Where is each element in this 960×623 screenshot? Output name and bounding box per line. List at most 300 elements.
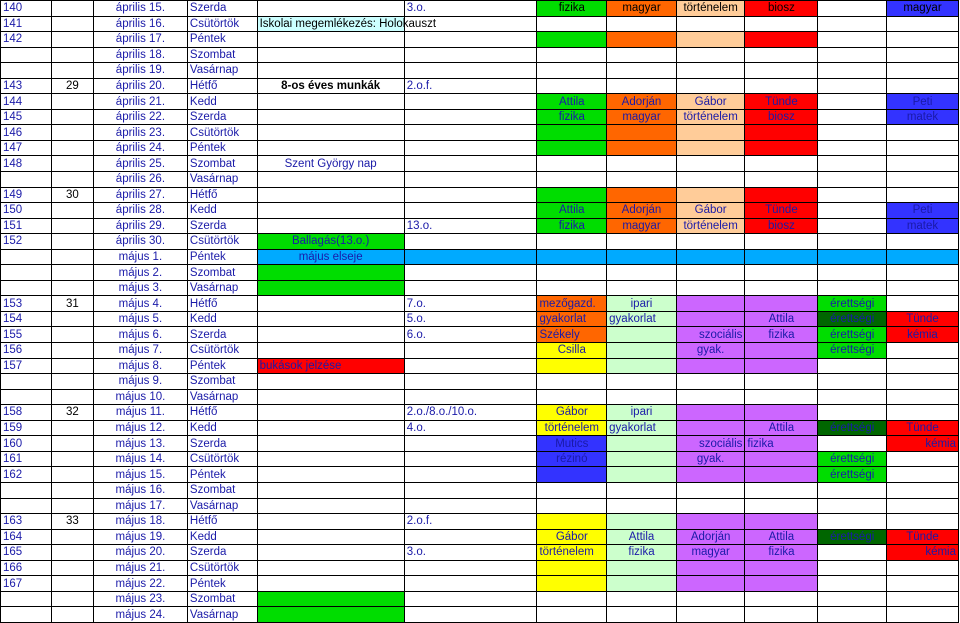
table-row <box>1 545 959 561</box>
table-cell <box>676 280 745 296</box>
table-cell <box>1 591 52 607</box>
table-row <box>1 265 959 281</box>
table-cell <box>537 482 607 498</box>
table-cell <box>257 265 404 281</box>
table-cell: Péntek <box>187 576 257 592</box>
table-cell <box>676 514 745 530</box>
table-cell: matek <box>887 218 959 234</box>
table-cell <box>818 591 887 607</box>
table-cell: 4.o. <box>404 420 537 436</box>
table-cell <box>257 32 404 48</box>
table-cell <box>745 296 818 312</box>
table-cell <box>1 47 52 63</box>
table-cell: Szerda <box>187 109 257 125</box>
table-cell: Szerda <box>187 218 257 234</box>
table-cell <box>257 47 404 63</box>
table-cell: 162 <box>1 467 52 483</box>
table-cell: szociális <box>676 327 745 343</box>
table-cell <box>537 187 607 203</box>
table-cell <box>404 482 537 498</box>
table-cell: 165 <box>1 545 52 561</box>
table-cell <box>818 94 887 110</box>
table-cell <box>257 109 404 125</box>
table-cell <box>607 280 677 296</box>
table-row <box>1 327 959 343</box>
table-cell <box>537 280 607 296</box>
table-cell <box>537 374 607 390</box>
table-cell <box>404 529 537 545</box>
table-cell <box>887 591 959 607</box>
table-cell: 3.o. <box>404 1 537 17</box>
table-cell <box>887 296 959 312</box>
table-cell: érettségi <box>818 467 887 483</box>
table-cell <box>607 47 677 63</box>
table-cell <box>607 63 677 79</box>
table-cell <box>51 467 93 483</box>
table-cell <box>818 405 887 421</box>
table-cell <box>257 405 404 421</box>
table-cell <box>607 591 677 607</box>
table-cell <box>607 451 677 467</box>
table-cell: 153 <box>1 296 52 312</box>
table-cell: Vasárnap <box>187 498 257 514</box>
table-cell <box>51 280 93 296</box>
table-cell <box>257 451 404 467</box>
table-cell: Szerda <box>187 436 257 452</box>
table-cell: Tünde <box>745 94 818 110</box>
table-cell <box>257 436 404 452</box>
table-cell <box>818 140 887 156</box>
table-cell: 142 <box>1 32 52 48</box>
table-cell <box>745 405 818 421</box>
table-cell <box>404 187 537 203</box>
table-cell <box>1 249 52 265</box>
table-cell: Tünde <box>887 529 959 545</box>
table-cell <box>257 94 404 110</box>
table-cell <box>607 140 677 156</box>
table-row <box>1 405 959 421</box>
table-cell <box>818 607 887 623</box>
table-cell <box>676 63 745 79</box>
table-cell <box>818 187 887 203</box>
table-cell: 7.o. <box>404 296 537 312</box>
table-cell: kémia <box>887 436 959 452</box>
table-cell <box>51 311 93 327</box>
table-cell <box>257 374 404 390</box>
table-cell: 164 <box>1 529 52 545</box>
table-cell: Szerda <box>187 545 257 561</box>
table-cell <box>818 436 887 452</box>
table-row <box>1 358 959 374</box>
table-cell <box>537 140 607 156</box>
table-cell <box>887 560 959 576</box>
table-cell <box>676 16 745 32</box>
table-cell <box>607 156 677 172</box>
table-cell <box>745 358 818 374</box>
table-cell <box>676 591 745 607</box>
table-cell <box>887 249 959 265</box>
table-cell <box>607 32 677 48</box>
table-cell <box>818 265 887 281</box>
table-cell <box>818 203 887 219</box>
table-row <box>1 576 959 592</box>
table-cell <box>887 265 959 281</box>
table-row <box>1 420 959 436</box>
table-cell: Adorján <box>676 529 745 545</box>
table-cell <box>887 47 959 63</box>
table-cell <box>51 591 93 607</box>
table-cell <box>404 63 537 79</box>
table-cell: 143 <box>1 78 52 94</box>
table-cell <box>607 187 677 203</box>
table-cell: történelem <box>537 420 607 436</box>
table-cell <box>404 560 537 576</box>
table-cell: gyak. <box>676 451 745 467</box>
table-row <box>1 109 959 125</box>
table-cell: matek <box>887 109 959 125</box>
table-cell: május 3. <box>93 280 187 296</box>
table-cell <box>404 32 537 48</box>
table-cell <box>745 47 818 63</box>
table-row <box>1 249 959 265</box>
table-cell <box>818 482 887 498</box>
table-cell: április 21. <box>93 94 187 110</box>
table-cell <box>818 16 887 32</box>
table-cell <box>676 607 745 623</box>
table-cell <box>257 140 404 156</box>
table-cell: május 2. <box>93 265 187 281</box>
table-cell <box>818 109 887 125</box>
table-cell <box>887 32 959 48</box>
table-cell <box>51 125 93 141</box>
table-row <box>1 482 959 498</box>
table-cell: április 24. <box>93 140 187 156</box>
table-cell <box>745 451 818 467</box>
table-cell <box>537 576 607 592</box>
table-cell <box>887 125 959 141</box>
table-cell: fizika <box>745 436 818 452</box>
table-cell <box>257 607 404 623</box>
table-cell: 5.o. <box>404 311 537 327</box>
table-cell <box>818 78 887 94</box>
table-cell <box>745 63 818 79</box>
table-cell <box>887 234 959 250</box>
table-cell <box>51 389 93 405</box>
table-cell: 152 <box>1 234 52 250</box>
table-cell <box>745 607 818 623</box>
table-cell <box>745 172 818 188</box>
table-cell <box>607 172 677 188</box>
table-cell <box>1 63 52 79</box>
table-cell <box>51 172 93 188</box>
table-cell <box>676 311 745 327</box>
table-cell <box>818 249 887 265</box>
table-cell <box>887 482 959 498</box>
table-cell: 33 <box>51 514 93 530</box>
table-cell <box>404 436 537 452</box>
table-cell <box>887 374 959 390</box>
table-row <box>1 125 959 141</box>
table-cell: fizika <box>745 545 818 561</box>
table-cell <box>676 172 745 188</box>
table-cell <box>887 78 959 94</box>
table-cell <box>51 358 93 374</box>
table-cell <box>404 467 537 483</box>
table-cell <box>404 498 537 514</box>
table-cell <box>745 498 818 514</box>
table-cell: biosz <box>745 1 818 17</box>
table-cell: Szerda <box>187 327 257 343</box>
table-cell <box>537 63 607 79</box>
table-cell <box>745 576 818 592</box>
table-cell <box>818 156 887 172</box>
table-cell <box>51 109 93 125</box>
table-cell: 147 <box>1 140 52 156</box>
table-cell <box>257 280 404 296</box>
table-row <box>1 1 959 17</box>
table-cell: Tünde <box>887 311 959 327</box>
table-cell <box>676 576 745 592</box>
table-cell <box>607 374 677 390</box>
table-cell <box>257 420 404 436</box>
table-cell: április 25. <box>93 156 187 172</box>
table-cell <box>404 576 537 592</box>
table-row <box>1 187 959 203</box>
table-row <box>1 156 959 172</box>
table-cell: érettségi <box>818 529 887 545</box>
table-cell <box>51 203 93 219</box>
table-cell: április 16. <box>93 16 187 32</box>
table-cell <box>1 172 52 188</box>
table-cell <box>676 467 745 483</box>
table-row <box>1 280 959 296</box>
table-cell <box>257 1 404 17</box>
table-cell <box>404 125 537 141</box>
table-cell <box>51 1 93 17</box>
table-cell: Szombat <box>187 591 257 607</box>
table-row <box>1 234 959 250</box>
table-cell <box>818 234 887 250</box>
table-cell: május 1. <box>93 249 187 265</box>
table-cell <box>257 545 404 561</box>
table-cell: Kedd <box>187 94 257 110</box>
table-cell <box>887 576 959 592</box>
table-cell <box>51 607 93 623</box>
table-cell: Attila <box>537 94 607 110</box>
table-cell: május 5. <box>93 311 187 327</box>
table-cell: bukások jelzése <box>257 358 404 374</box>
table-cell <box>676 358 745 374</box>
table-row <box>1 591 959 607</box>
table-cell: érettségi <box>818 451 887 467</box>
table-row <box>1 140 959 156</box>
table-cell <box>257 63 404 79</box>
table-row <box>1 607 959 623</box>
table-cell <box>818 1 887 17</box>
table-cell <box>404 607 537 623</box>
table-cell <box>257 203 404 219</box>
table-cell: 146 <box>1 125 52 141</box>
table-cell <box>887 156 959 172</box>
table-cell <box>51 94 93 110</box>
table-cell <box>745 265 818 281</box>
table-cell <box>607 514 677 530</box>
table-cell: 141 <box>1 16 52 32</box>
table-cell: Csütörtök <box>187 560 257 576</box>
table-cell <box>51 234 93 250</box>
table-cell: április 20. <box>93 78 187 94</box>
table-cell: érettségi <box>818 343 887 359</box>
table-cell: Gábor <box>537 529 607 545</box>
table-cell <box>257 529 404 545</box>
table-cell <box>1 265 52 281</box>
table-cell <box>607 265 677 281</box>
table-cell: május 18. <box>93 514 187 530</box>
table-cell: magyar <box>676 545 745 561</box>
table-row <box>1 32 959 48</box>
table-cell: fizika <box>537 218 607 234</box>
table-cell: Hétfő <box>187 514 257 530</box>
table-cell <box>745 389 818 405</box>
table-cell <box>607 389 677 405</box>
table-cell <box>818 47 887 63</box>
table-cell: Iskolai megemlékezés: Holokauszt <box>257 16 404 32</box>
table-cell <box>676 296 745 312</box>
table-cell <box>887 343 959 359</box>
table-cell: fizika <box>537 109 607 125</box>
table-cell: Attila <box>745 311 818 327</box>
table-cell <box>51 576 93 592</box>
table-row <box>1 218 959 234</box>
table-cell <box>257 296 404 312</box>
table-cell <box>257 172 404 188</box>
table-cell: Attila <box>745 420 818 436</box>
table-cell <box>1 374 52 390</box>
table-cell: Attila <box>537 203 607 219</box>
table-cell: kémia <box>887 545 959 561</box>
table-cell <box>887 280 959 296</box>
table-row <box>1 467 959 483</box>
table-cell: magyar <box>607 109 677 125</box>
table-cell: történelem <box>537 545 607 561</box>
table-cell: Péntek <box>187 32 257 48</box>
table-cell <box>537 156 607 172</box>
table-cell <box>676 249 745 265</box>
table-cell <box>887 467 959 483</box>
table-cell: Gábor <box>676 203 745 219</box>
table-cell <box>537 265 607 281</box>
table-cell <box>257 576 404 592</box>
table-cell <box>51 32 93 48</box>
table-cell: Tünde <box>745 203 818 219</box>
table-cell <box>607 482 677 498</box>
table-cell <box>51 156 93 172</box>
table-cell: érettségi <box>818 420 887 436</box>
table-cell: 3.o. <box>404 545 537 561</box>
table-cell <box>818 358 887 374</box>
table-cell: 161 <box>1 451 52 467</box>
table-cell: április 26. <box>93 172 187 188</box>
table-cell <box>537 591 607 607</box>
table-cell: Gábor <box>537 405 607 421</box>
table-cell <box>404 374 537 390</box>
table-cell <box>51 482 93 498</box>
table-cell: április 27. <box>93 187 187 203</box>
table-cell: május 9. <box>93 374 187 390</box>
table-cell <box>404 94 537 110</box>
table-cell <box>51 498 93 514</box>
table-row <box>1 498 959 514</box>
table-cell <box>676 405 745 421</box>
table-cell: Hétfő <box>187 78 257 94</box>
table-cell: Csütörtök <box>187 451 257 467</box>
table-cell <box>537 514 607 530</box>
table-cell <box>537 47 607 63</box>
table-row <box>1 63 959 79</box>
table-cell: Adorján <box>607 203 677 219</box>
table-cell <box>51 529 93 545</box>
table-cell: Szombat <box>187 156 257 172</box>
table-cell: 13.o. <box>404 218 537 234</box>
table-cell <box>745 467 818 483</box>
table-row <box>1 94 959 110</box>
table-cell <box>404 358 537 374</box>
table-cell <box>676 140 745 156</box>
table-cell <box>887 514 959 530</box>
table-cell: 160 <box>1 436 52 452</box>
table-cell <box>745 560 818 576</box>
table-cell: érettségi <box>818 311 887 327</box>
table-cell <box>404 47 537 63</box>
table-cell <box>51 420 93 436</box>
table-cell <box>607 343 677 359</box>
table-cell <box>745 343 818 359</box>
table-cell <box>818 560 887 576</box>
table-cell: Péntek <box>187 249 257 265</box>
table-cell <box>676 560 745 576</box>
table-cell: Hétfő <box>187 187 257 203</box>
table-cell <box>257 482 404 498</box>
table-cell: 140 <box>1 1 52 17</box>
table-cell <box>257 187 404 203</box>
table-cell <box>404 140 537 156</box>
table-cell: 150 <box>1 203 52 219</box>
table-cell: mezőgazd. <box>537 296 607 312</box>
table-cell: Hétfő <box>187 405 257 421</box>
table-cell <box>404 343 537 359</box>
table-cell: április 23. <box>93 125 187 141</box>
table-cell: május 13. <box>93 436 187 452</box>
table-cell <box>537 172 607 188</box>
table-cell <box>51 451 93 467</box>
table-cell <box>607 498 677 514</box>
table-cell: 167 <box>1 576 52 592</box>
table-cell: május 21. <box>93 560 187 576</box>
table-cell: Csütörtök <box>187 16 257 32</box>
table-cell: Csütörtök <box>187 125 257 141</box>
table-cell <box>257 311 404 327</box>
table-cell: április 29. <box>93 218 187 234</box>
table-row <box>1 311 959 327</box>
table-cell <box>537 498 607 514</box>
table-cell: 159 <box>1 420 52 436</box>
table-cell: Péntek <box>187 358 257 374</box>
table-cell <box>818 218 887 234</box>
table-cell: 157 <box>1 358 52 374</box>
table-cell <box>887 16 959 32</box>
table-cell <box>257 467 404 483</box>
table-cell: 2.o./8.o./10.o. <box>404 405 537 421</box>
